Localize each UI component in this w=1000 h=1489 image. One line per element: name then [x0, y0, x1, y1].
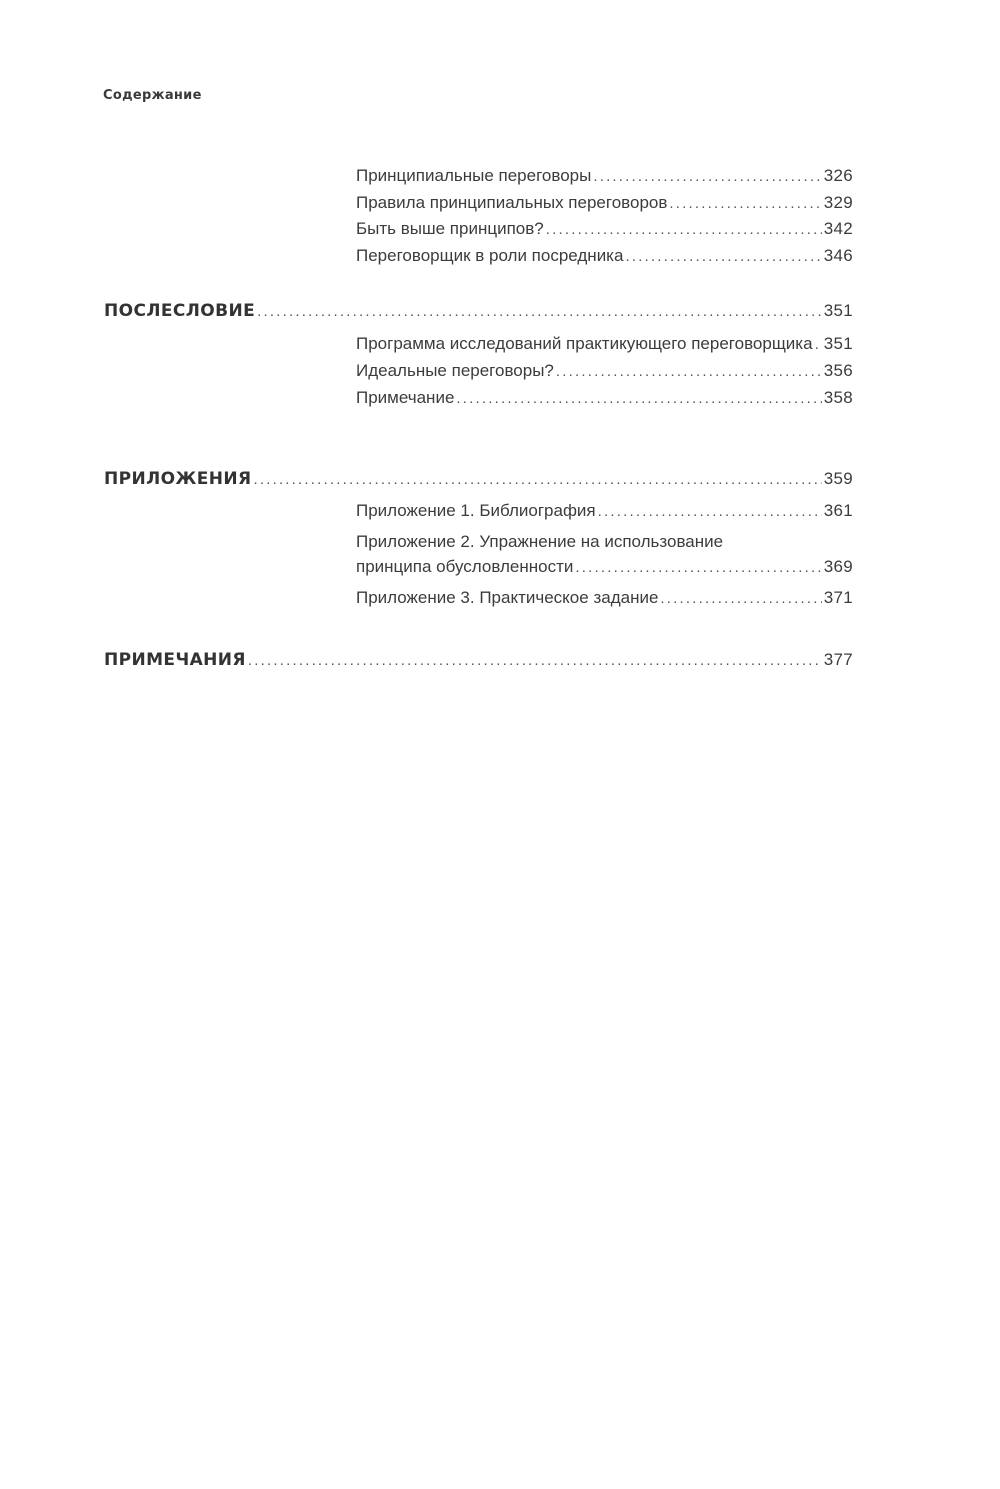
toc-entry[interactable]	[356, 588, 853, 608]
toc-section-page: 351	[823, 301, 853, 320]
toc-entry-title: Правила принципиальных переговоров	[356, 193, 668, 212]
toc-leader-dots	[248, 652, 822, 669]
toc-leader-dots	[625, 248, 821, 265]
toc-leader-dots	[556, 363, 822, 380]
toc-leader-dots	[575, 559, 821, 576]
toc-section-notes[interactable]	[104, 650, 853, 670]
toc-entry-title: Программа исследований практикующего переговорщика	[356, 334, 813, 353]
toc-section-appendices[interactable]	[104, 469, 853, 489]
toc-leader-dots	[593, 168, 821, 185]
toc-entry[interactable]	[356, 361, 853, 381]
toc-entry[interactable]	[356, 334, 853, 354]
toc-leader-dots	[456, 390, 821, 407]
toc-entry-page: 346	[823, 246, 853, 265]
toc-entry-title: Быть выше принципов?	[356, 219, 544, 238]
toc-leader-dots	[546, 221, 822, 238]
toc-section-page: 359	[823, 469, 853, 488]
toc-entry[interactable]	[356, 193, 853, 213]
toc-leader-dots	[253, 471, 821, 488]
toc-leader-dots	[660, 590, 821, 607]
toc-leader-dots	[598, 503, 822, 520]
toc-entry-title: Принципиальные переговоры	[356, 166, 592, 185]
toc-entry-page: 358	[823, 388, 853, 407]
toc-entry[interactable]	[356, 557, 853, 577]
toc-leader-dots	[669, 195, 821, 212]
toc-entry-page: 342	[823, 219, 853, 238]
toc-entry-title: Примечание	[356, 388, 455, 407]
toc-entry[interactable]	[356, 219, 853, 239]
toc-entry-title: Идеальные переговоры?	[356, 361, 554, 380]
toc-entry-title: Приложение 1. Библиография	[356, 501, 596, 520]
toc-entry-page: 371	[823, 588, 853, 607]
toc-leader-dots	[257, 303, 822, 320]
toc-entry-title: Переговорщик в роли посредника	[356, 246, 624, 265]
toc-entry-page: 356	[823, 361, 853, 380]
toc-entry-title: принципа обусловленности	[356, 557, 574, 576]
toc-leader-dots	[815, 336, 822, 353]
toc-section-title: ПРИЛОЖЕНИЯ	[104, 469, 252, 489]
toc-section-title: ПРИМЕЧАНИЯ	[104, 650, 246, 670]
toc-entry-title-line1: Приложение 2. Упражнение на использование	[356, 532, 724, 551]
toc-entry-title: Приложение 3. Практическое задание	[356, 588, 659, 607]
toc-entry-page: 326	[823, 166, 853, 185]
running-head: Содержание	[103, 88, 202, 103]
toc-entry-page: 361	[823, 501, 853, 520]
toc-section-afterword[interactable]	[104, 301, 853, 321]
toc-section-page: 377	[823, 650, 853, 669]
toc-entry[interactable]	[356, 388, 853, 408]
toc-entry-page: 351	[823, 334, 853, 353]
toc-section-title: ПОСЛЕСЛОВИЕ	[104, 301, 256, 321]
toc-entry-page: 369	[823, 557, 853, 576]
toc-entry-page: 329	[823, 193, 853, 212]
toc-entry[interactable]	[356, 166, 853, 186]
toc-entry[interactable]	[356, 246, 853, 266]
toc-entry[interactable]	[356, 501, 853, 521]
